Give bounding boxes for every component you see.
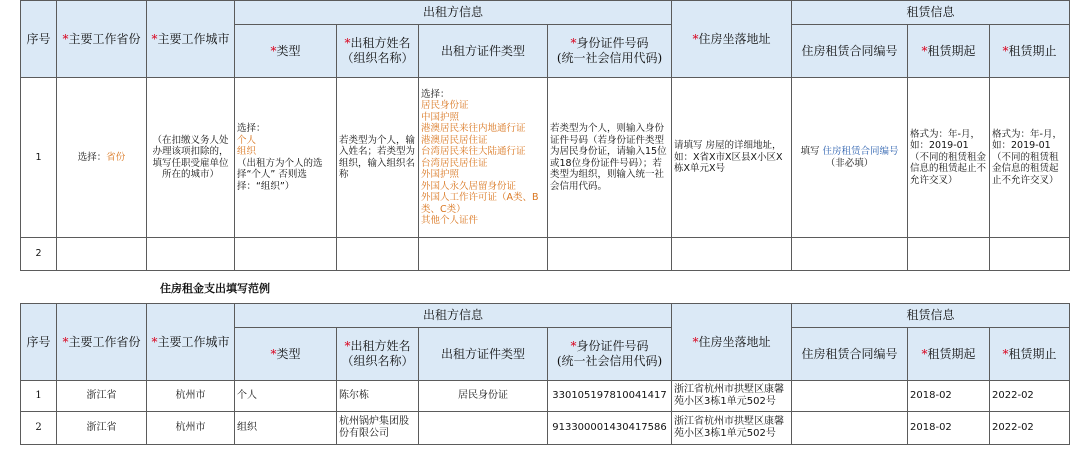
cell-id-number[interactable]: 330105197810041417	[548, 381, 672, 412]
header-seq: 序号	[21, 304, 57, 381]
id-type-option: 港澳居民来往内地通行证	[421, 123, 526, 134]
cell-rent-end[interactable]: 2022-02	[990, 381, 1070, 412]
header-id-number: *身份证件号码 (统一社会信用代码)	[548, 25, 672, 78]
cell-address-note[interactable]: 请填写 房屋的详细地址，如：X省X市X区县X小区X栋X单元X号	[672, 78, 792, 238]
cell-seq: 2	[21, 238, 57, 271]
cell-start-note[interactable]: 格式为：年-月，如：2019-01（不同的租赁租金信息的租赁起止不允许交叉）	[908, 78, 990, 238]
cell-empty[interactable]	[57, 238, 147, 271]
cell-address[interactable]: 浙江省杭州市拱墅区康馨苑小区3栋1单元502号	[672, 412, 792, 445]
id-type-option: 外国护照	[421, 169, 460, 180]
header-lessor-info: 出租方信息	[235, 304, 672, 328]
id-type-option: 居民身份证	[421, 100, 469, 111]
cell-empty[interactable]	[908, 238, 990, 271]
header-city: *主要工作城市	[147, 1, 235, 78]
id-type-option: 中国护照	[421, 111, 460, 123]
id-type-options	[421, 100, 545, 227]
id-type-option: 外国人永久居留身份证	[421, 180, 517, 192]
id-type-option: 台湾居民来往大陆通行证	[421, 146, 526, 157]
cell-id-type[interactable]: 居民身份证	[419, 381, 548, 412]
cell-province[interactable]: 浙江省	[57, 381, 147, 412]
cell-lessor-name[interactable]: 杭州锅炉集团股份有限公司	[337, 412, 419, 445]
header-rent-start: *租赁期起	[908, 328, 990, 381]
table-row	[21, 412, 1070, 445]
header-type: *类型	[235, 328, 337, 381]
header-lessor-name: *出租方姓名 （组织名称）	[337, 25, 419, 78]
cell-empty[interactable]	[337, 238, 419, 271]
header-rent-info: 租赁信息	[792, 1, 1070, 25]
cell-empty[interactable]	[990, 238, 1070, 271]
header-address: *住房坐落地址	[672, 1, 792, 78]
cell-rent-start[interactable]: 2018-02	[908, 412, 990, 445]
cell-lessor-name[interactable]: 陈尔栋	[337, 381, 419, 412]
cell-city-note[interactable]: （在扣缴义务人处办理该项扣除的，填写任职受雇单位所在的城市）	[147, 78, 235, 238]
cell-id-number[interactable]: 913300001430417586	[548, 412, 672, 445]
header-type: *类型	[235, 25, 337, 78]
cell-empty[interactable]	[548, 238, 672, 271]
cell-id-type[interactable]	[419, 412, 548, 445]
header-province: *主要工作省份	[57, 1, 147, 78]
cell-contract-note[interactable]: 填写 住房租赁合同编号 （非必填）	[792, 78, 908, 238]
cell-city[interactable]: 杭州市	[147, 381, 235, 412]
cell-province[interactable]: 浙江省	[57, 412, 147, 445]
cell-contract[interactable]	[792, 412, 908, 445]
cell-seq: 2	[21, 412, 57, 445]
example-table	[20, 303, 1070, 445]
cell-rent-start[interactable]: 2018-02	[908, 381, 990, 412]
header-id-number: *身份证件号码 (统一社会信用代码)	[548, 328, 672, 381]
cell-contract[interactable]	[792, 381, 908, 412]
header-rent-start: *租赁期起	[908, 25, 990, 78]
cell-type[interactable]: 个人	[235, 381, 337, 412]
cell-empty[interactable]	[672, 238, 792, 271]
cell-address[interactable]: 浙江省杭州市拱墅区康馨苑小区3栋1单元502号	[672, 381, 792, 412]
cell-seq: 1	[21, 78, 57, 238]
cell-city[interactable]: 杭州市	[147, 412, 235, 445]
cell-name-note[interactable]: 若类型为个人，输入姓名；若类型为组织，输入组织名称	[337, 78, 419, 238]
id-type-option: 外国人工作许可证（A类、B类、C类）	[421, 192, 539, 215]
cell-empty[interactable]	[792, 238, 908, 271]
table-row	[21, 238, 1070, 271]
cell-empty[interactable]	[419, 238, 548, 271]
table-row	[21, 381, 1070, 412]
cell-id-type[interactable]: 选择： 居民身份证 中国护照 港澳居民来往内地通行证 港澳居民居住证 台湾居民来往大陆通行证 台湾居民居住证 外国护照 外国人永久居留身份证 外国人工作许可证（A类、B类、C类） 其他个人证件	[419, 78, 548, 238]
id-type-option: 台湾居民居住证	[421, 157, 488, 169]
cell-province[interactable]: 选择：省份	[57, 78, 147, 238]
cell-empty[interactable]	[235, 238, 337, 271]
header-contract-number: 住房租赁合同编号	[792, 328, 908, 381]
header-rent-end: *租赁期止	[990, 25, 1070, 78]
header-address: *住房坐落地址	[672, 304, 792, 381]
header-city: *主要工作城市	[147, 304, 235, 381]
cell-type[interactable]: 选择： 个人 组织 （出租方为个人的选择“个人” 否则选择：“组织”）	[235, 78, 337, 238]
example-title: 住房租金支出填写范例	[160, 282, 270, 295]
header-id-type: 出租方证件类型	[419, 328, 548, 381]
cell-id-number-note[interactable]: 若类型为个人，则输入身份证件号码（若身份证件类型为居民身份证，请输入15位或18位身份证件号码）；若类型为组织，则输入统一社会信用代码。	[548, 78, 672, 238]
header-rent-end: *租赁期止	[990, 328, 1070, 381]
cell-empty[interactable]	[147, 238, 235, 271]
id-type-option: 港澳居民居住证	[421, 134, 488, 146]
cell-type[interactable]: 组织	[235, 412, 337, 445]
header-contract-number: 住房租赁合同编号	[792, 25, 908, 78]
cell-seq: 1	[21, 381, 57, 412]
header-id-type: 出租方证件类型	[419, 25, 548, 78]
header-lessor-name: *出租方姓名 （组织名称）	[337, 328, 419, 381]
header-rent-info: 租赁信息	[792, 304, 1070, 328]
cell-end-note[interactable]: 格式为：年-月，如：2019-01（不同的租赁租金信息的租赁起止不允许交叉）	[990, 78, 1070, 238]
cell-rent-end[interactable]: 2022-02	[990, 412, 1070, 445]
header-lessor-info: 出租方信息	[235, 1, 672, 25]
table-row	[21, 78, 1070, 238]
id-type-option: 其他个人证件	[421, 215, 479, 226]
header-seq: 序号	[21, 1, 57, 78]
header-province: *主要工作省份	[57, 304, 147, 381]
instruction-table	[20, 0, 1070, 271]
